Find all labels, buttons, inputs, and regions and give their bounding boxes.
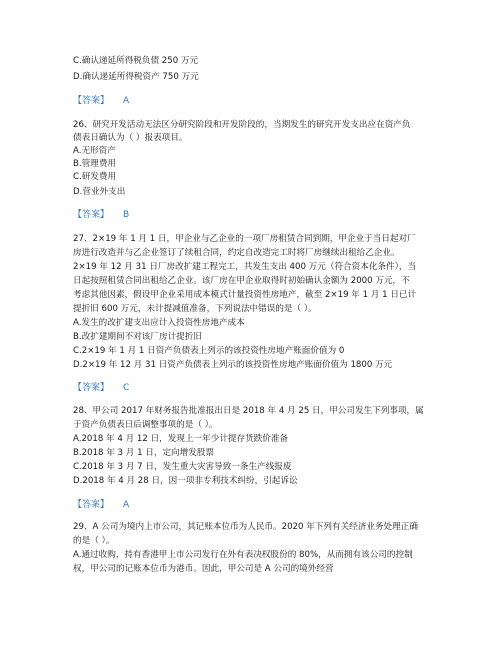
option-d: D.2018 年 4 月 28 日，因一项非专利技术纠纷，引起诉讼 <box>73 476 298 486</box>
question-27-text: 提折旧 600 万元，未计提减值准备，下列说法中错误的是（ ）。 <box>73 304 317 314</box>
option-a: A.无形资产 <box>73 146 116 156</box>
option-d: D.确认递延所得税资产 750 万元 <box>73 72 199 82</box>
question-28-text: 于资产负债表日后调整事项的是（ ）。 <box>73 420 218 430</box>
question-27-text: 2×19 年 12 月 31 日厂房改扩建工程完工，共发生支出 400 万元（符合资本化条件），当 <box>73 262 417 272</box>
option-b: B.管理费用 <box>73 159 117 169</box>
option-a: A.通过收购，持有香港甲上市公司发行在外有表决权股份的 80%，从而拥有该公司的控制 <box>73 550 413 560</box>
option-d: D.2×19 年 12 月 31 日资产负债表上列示的该投资性房地产账面价值为 1800 万元 <box>73 360 393 370</box>
question-26-text: 债表日确认为（ ）报表项目。 <box>73 133 188 143</box>
question-28-text: 28、甲公司 2017 年财务报告批准报出日是 2018 年 4 月 25 日，甲公司发生下列事项，属 <box>73 406 424 416</box>
option-c: C.确认递延所得税负债 250 万元 <box>73 56 199 66</box>
answer-value: C <box>123 383 130 393</box>
answer-value: A <box>123 96 130 106</box>
option-b: B.2018 年 3 月 1 日，定向增发股票 <box>73 448 215 458</box>
answer-value: B <box>123 210 130 220</box>
question-27-text: 房进行改造并与乙企业签订了续租合同，约定自改造完工时将厂房继续出租给乙企业。 <box>73 248 400 258</box>
answer-label: 【答案】 <box>73 383 110 393</box>
option-c: C.2×19 年 1 月 1 日资产负债表上列示的该投资性房地产账面价值为 0 <box>73 346 345 356</box>
question-27-text: 考虑其他因素，假设甲企业采用成本模式计量投资性房地产，截至 2×19 年 1 月 1 日已计 <box>73 290 417 300</box>
answer-25 <box>73 95 129 107</box>
option-c: C.2018 年 3 月 7 日，发生重大灾害导致一条生产线报废 <box>73 462 292 472</box>
question-26-text: 26、研究开发活动无法区分研究阶段和开发阶段的，当期发生的研究开发支出应在资产负 <box>73 120 411 130</box>
answer-label: 【答案】 <box>73 500 110 510</box>
option-a: 权，甲公司的记账本位币为港币。因此，甲公司是 A 公司的境外经营 <box>73 564 334 574</box>
question-29-text: 的是（ ）。 <box>73 536 115 546</box>
answer-value: A <box>123 500 130 510</box>
answer-27 <box>73 382 129 394</box>
answer-26 <box>73 209 129 221</box>
question-29-text: 29、A 公司为境内上市公司，其记账本位币为人民币。2020 年下列有关经济业务处理正确 <box>73 522 418 532</box>
question-27-text: 27、2×19 年 1 月 1 日，甲企业与乙企业的一项厂房租赁合同到期，甲企业于当日起对厂 <box>73 234 416 244</box>
option-a: A.发生的改扩建支出应计入投资性房地产成本 <box>73 318 245 328</box>
option-b: B.改扩建期间不对该厂房计提折旧 <box>73 332 202 342</box>
answer-label: 【答案】 <box>73 210 110 220</box>
answer-label: 【答案】 <box>73 96 110 106</box>
option-d: D.营业外支出 <box>73 187 126 197</box>
question-27-text: 日起按照租赁合同出租给乙企业。该厂房在甲企业取得时初始确认金额为 2000 万元，不 <box>73 276 410 286</box>
option-a: A.2018 年 4 月 12 日，发现上一年少计提存货跌价准备 <box>73 434 289 444</box>
option-c: C.研发费用 <box>73 172 117 182</box>
answer-28 <box>73 499 129 511</box>
